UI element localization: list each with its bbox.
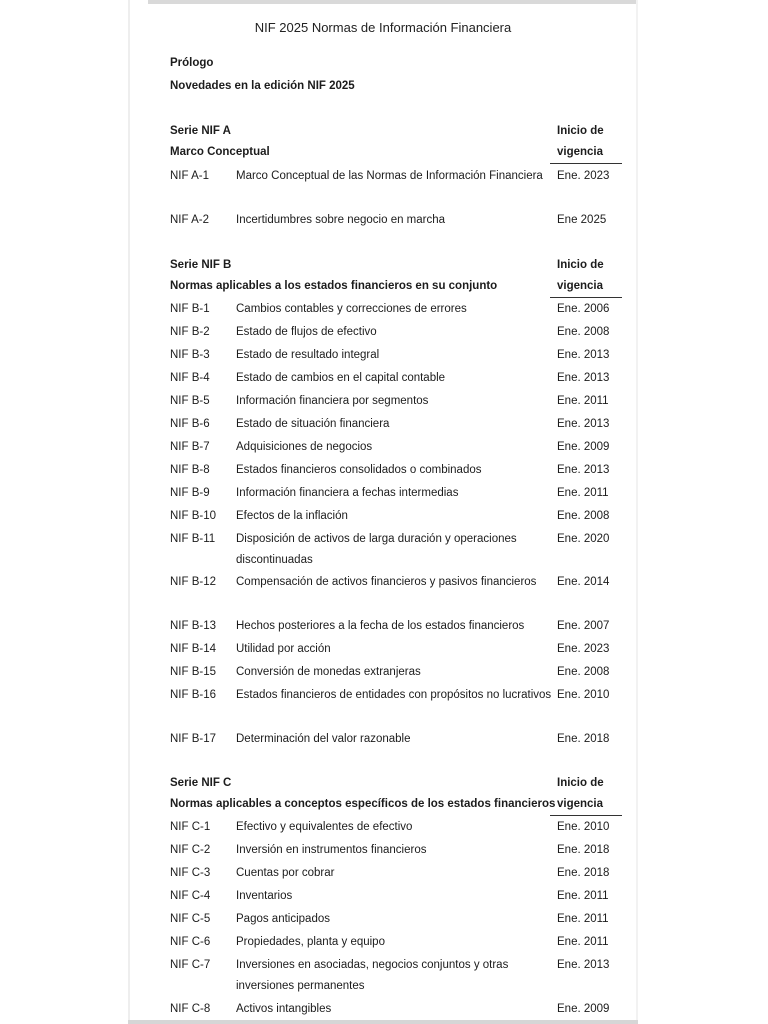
row-code: NIF B-12	[170, 576, 217, 588]
row-effective-date: Ene. 2023	[557, 170, 610, 182]
row-code: NIF B-1	[170, 303, 210, 315]
series-b-effective-header	[550, 255, 622, 298]
row-code: NIF C-8	[170, 1003, 211, 1015]
table-row	[170, 955, 622, 997]
row-code: NIF B-13	[170, 620, 217, 632]
row-code: NIF C-5	[170, 913, 211, 925]
page-right-edge	[636, 0, 638, 1024]
row-title: Marco Conceptual de las Normas de Información Financiera	[236, 170, 543, 182]
row-code: NIF A-1	[170, 170, 209, 182]
table-row	[170, 368, 622, 389]
series-c-title: Serie NIF C	[170, 777, 232, 789]
series-a-title: Serie NIF A	[170, 125, 231, 137]
row-code: NIF B-4	[170, 372, 210, 384]
row-title: Cambios contables y correcciones de errores	[236, 303, 467, 315]
table-row	[170, 483, 622, 504]
row-effective-date: Ene. 2013	[557, 464, 610, 476]
row-effective-date: Ene. 2020	[557, 533, 610, 545]
row-effective-date: Ene. 2006	[557, 303, 610, 315]
row-code: NIF B-9	[170, 487, 210, 499]
series-b-subtitle: Normas aplicables a los estados financieros en su conjunto	[170, 280, 498, 292]
row-title: Utilidad por acción	[236, 643, 331, 655]
news-link[interactable]: Novedades en la edición NIF 2025	[170, 80, 355, 92]
row-title: Información financiera a fechas intermedias	[236, 487, 459, 499]
table-row	[170, 685, 622, 706]
effective-header-line1: Inicio de	[557, 259, 604, 271]
row-effective-date: Ene. 2018	[557, 733, 610, 745]
table-row	[170, 322, 622, 343]
table-row	[170, 506, 622, 527]
row-effective-date: Ene. 2013	[557, 372, 610, 384]
table-row	[170, 639, 622, 660]
table-row	[170, 572, 622, 593]
row-effective-date: Ene. 2008	[557, 510, 610, 522]
row-effective-date: Ene. 2018	[557, 867, 610, 879]
row-title: Estado de flujos de efectivo	[236, 326, 377, 338]
row-effective-date: Ene. 2010	[557, 821, 610, 833]
row-effective-date: Ene. 2018	[557, 844, 610, 856]
row-code: NIF B-16	[170, 689, 217, 701]
row-code: NIF B-8	[170, 464, 210, 476]
series-c-subtitle: Normas aplicables a conceptos específicos de los estados financieros	[170, 798, 556, 810]
row-title: Inversión en instrumentos financieros	[236, 844, 427, 856]
table-row	[170, 662, 622, 683]
row-effective-date: Ene. 2008	[557, 666, 610, 678]
row-code: NIF B-11	[170, 533, 216, 545]
table-row	[170, 616, 622, 637]
bottom-edge-bar	[128, 1020, 638, 1024]
table-row	[170, 999, 622, 1020]
row-code: NIF A-2	[170, 214, 209, 226]
row-code: NIF C-1	[170, 821, 211, 833]
row-title: Conversión de monedas extranjeras	[236, 666, 421, 678]
row-code: NIF B-14	[170, 643, 217, 655]
table-row	[170, 932, 622, 953]
row-effective-date: Ene 2025	[557, 214, 607, 226]
series-a-effective-header	[550, 121, 622, 164]
effective-header-line2: vigencia	[557, 280, 604, 292]
row-title: Adquisiciones de negocios	[236, 441, 373, 453]
row-title: Hechos posteriores a la fecha de los estados financieros	[236, 620, 525, 632]
row-title: Activos intangibles	[236, 1003, 332, 1015]
row-code: NIF C-2	[170, 844, 211, 856]
row-code: NIF C-6	[170, 936, 211, 948]
document-title: NIF 2025 Normas de Información Financiera	[254, 20, 512, 35]
row-effective-date: Ene. 2009	[557, 441, 610, 453]
top-edge-bar	[148, 0, 636, 4]
row-code: NIF C-7	[170, 959, 211, 971]
row-code: NIF B-15	[170, 666, 217, 678]
row-title: Inversiones en asociadas, negocios conjuntos y otras inversiones permanentes	[236, 959, 509, 992]
row-title: Incertidumbres sobre negocio en marcha	[236, 214, 446, 226]
table-row	[170, 391, 622, 412]
table-row	[170, 414, 622, 435]
table-row	[170, 460, 622, 481]
table-row	[170, 909, 622, 930]
row-title: Información financiera por segmentos	[236, 395, 429, 407]
row-code: NIF B-2	[170, 326, 210, 338]
row-title: Propiedades, planta y equipo	[236, 936, 385, 948]
row-code: NIF B-6	[170, 418, 210, 430]
row-effective-date: Ene. 2011	[557, 487, 609, 499]
row-effective-date: Ene. 2013	[557, 959, 610, 971]
table-row	[170, 529, 622, 571]
row-code: NIF B-5	[170, 395, 210, 407]
row-code: NIF C-3	[170, 867, 211, 879]
table-row	[170, 210, 622, 231]
row-title: Pagos anticipados	[236, 913, 330, 925]
row-effective-date: Ene. 2013	[557, 418, 610, 430]
row-title: Estado de situación financiera	[236, 418, 390, 430]
row-effective-date: Ene. 2007	[557, 620, 610, 632]
row-title: Estados financieros consolidados o combinados	[236, 464, 482, 476]
table-row	[170, 166, 622, 187]
row-title: Compensación de activos financieros y pasivos financieros	[236, 576, 537, 588]
effective-header-line2: vigencia	[557, 146, 604, 158]
row-title: Disposición de activos de larga duración y operaciones discontinuadas	[236, 533, 517, 566]
table-row	[170, 299, 622, 320]
row-code: NIF B-10	[170, 510, 217, 522]
row-title: Estado de resultado integral	[236, 349, 380, 361]
table-row	[170, 840, 622, 861]
table-row	[170, 345, 622, 366]
row-code: NIF B-7	[170, 441, 210, 453]
row-effective-date: Ene. 2023	[557, 643, 610, 655]
row-effective-date: Ene. 2009	[557, 1003, 610, 1015]
table-row	[170, 817, 622, 838]
row-code: NIF B-3	[170, 349, 210, 361]
row-title: Efectos de la inflación	[236, 510, 348, 522]
series-c-effective-header	[550, 773, 622, 816]
effective-header-line2: vigencia	[557, 798, 604, 810]
row-effective-date: Ene. 2011	[557, 890, 609, 902]
effective-header-line1: Inicio de	[557, 777, 604, 789]
row-effective-date: Ene. 2011	[557, 936, 609, 948]
table-row	[170, 437, 622, 458]
row-title: Determinación del valor razonable	[236, 733, 411, 745]
row-effective-date: Ene. 2010	[557, 689, 610, 701]
row-title: Efectivo y equivalentes de efectivo	[236, 821, 413, 833]
row-title: Inventarios	[236, 890, 293, 902]
row-title: Estado de cambios en el capital contable	[236, 372, 446, 384]
row-effective-date: Ene. 2011	[557, 913, 609, 925]
table-row	[170, 886, 622, 907]
page-left-edge	[128, 0, 130, 1024]
table-row	[170, 729, 622, 750]
table-row	[170, 863, 622, 884]
row-code: NIF B-17	[170, 733, 217, 745]
prologue-link[interactable]: Prólogo	[170, 57, 214, 69]
effective-header-line1: Inicio de	[557, 125, 604, 137]
row-effective-date: Ene. 2014	[557, 576, 610, 588]
row-effective-date: Ene. 2008	[557, 326, 610, 338]
row-title: Estados financieros de entidades con propósitos no lucrativos	[236, 689, 552, 701]
series-b-title: Serie NIF B	[170, 259, 232, 271]
series-a-subtitle: Marco Conceptual	[170, 146, 270, 158]
row-effective-date: Ene. 2011	[557, 395, 609, 407]
row-code: NIF C-4	[170, 890, 211, 902]
row-title: Cuentas por cobrar	[236, 867, 335, 879]
row-effective-date: Ene. 2013	[557, 349, 610, 361]
